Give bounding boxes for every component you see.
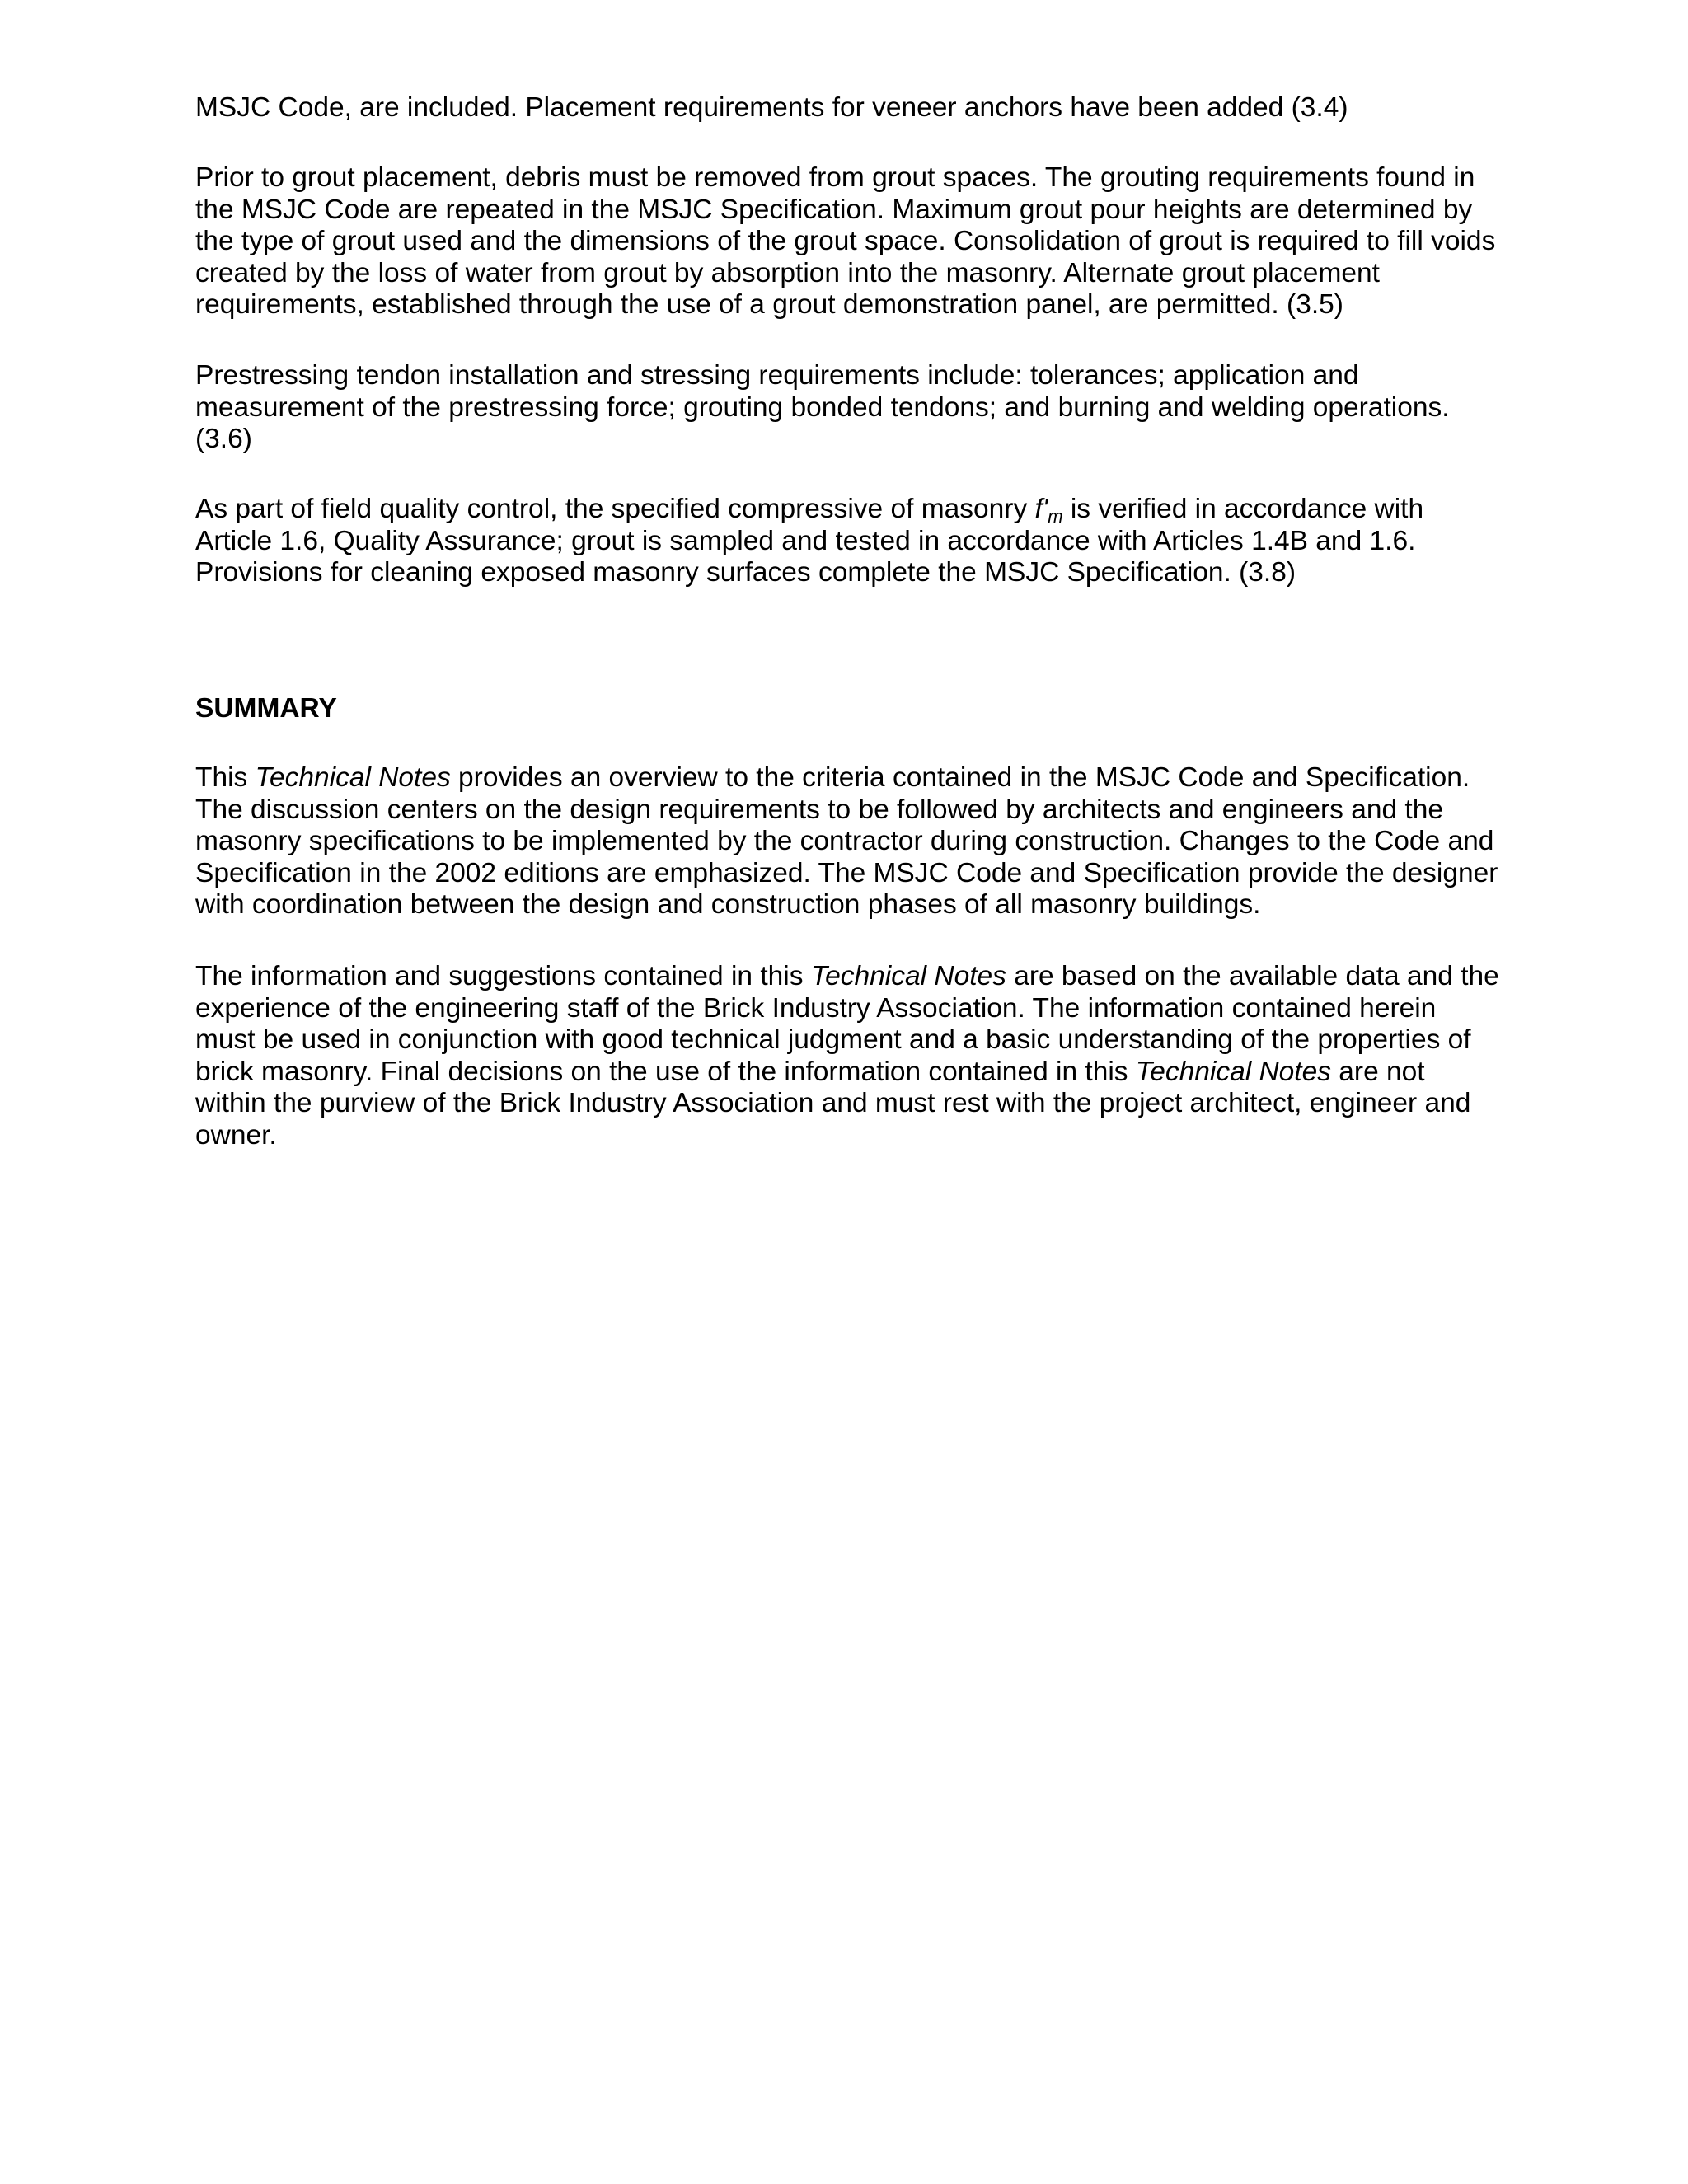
text-fragment: As part of field quality control, the specified compressive of masonry bbox=[195, 494, 1035, 524]
fm-subscript-text: m bbox=[1048, 506, 1063, 527]
text-fragment: This bbox=[195, 762, 256, 793]
emphasis-technical-notes: Technical Notes bbox=[810, 961, 1006, 991]
text-fragment: provides an overview to the criteria contained in the MSJC Code and Specification. bbox=[450, 762, 1470, 793]
text-line: with coordination between the design and construction phases of all masonry buildings. bbox=[195, 889, 1261, 921]
paragraph-veneer-anchors bbox=[195, 92, 1510, 124]
text-line: (3.6) bbox=[195, 424, 252, 455]
text-line bbox=[195, 494, 1510, 526]
text-line: experience of the engineering staff of the Brick Industry Association. The information contained herein bbox=[195, 992, 1437, 1024]
text-fragment: The information and suggestions contained in this bbox=[195, 961, 811, 991]
paragraph-disclaimer bbox=[195, 961, 1510, 1152]
text-line: Prestressing tendon installation and stressing requirements include: tolerances; application and bbox=[195, 360, 1359, 391]
text-line: created by the loss of water from grout by absorption into the masonry. Alternate grout placement bbox=[195, 257, 1380, 288]
text-line: MSJC Code, are included. Placement requirements for veneer anchors have been added (3.4) bbox=[195, 92, 1348, 123]
text-line: the MSJC Code are repeated in the MSJC Specification. Maximum grout pour heights are determined by bbox=[195, 194, 1473, 225]
emphasis-technical-notes: Technical Notes bbox=[1135, 1056, 1331, 1087]
text-line: Prior to grout placement, debris must be removed from grout spaces. The grouting requirements found in bbox=[195, 162, 1475, 193]
text-line: Provisions for cleaning exposed masonry surfaces complete the MSJC Specification. (3.8) bbox=[195, 557, 1296, 588]
paragraph-quality-control bbox=[195, 494, 1510, 589]
summary-heading: SUMMARY bbox=[195, 693, 337, 724]
text-fragment: are not bbox=[1330, 1056, 1425, 1087]
text-line bbox=[195, 1057, 1510, 1089]
fm-symbol: f' bbox=[1034, 494, 1048, 524]
paragraph-grout-placement bbox=[195, 162, 1510, 321]
paragraph-prestressing bbox=[195, 360, 1510, 456]
paragraph-summary-overview bbox=[195, 762, 1510, 921]
text-line: must be used in conjunction with good technical judgment and a basic understanding of the properties of bbox=[195, 1024, 1471, 1056]
text-fragment: are based on the available data and the bbox=[1006, 961, 1499, 991]
text-line: requirements, established through the use of a grout demonstration panel, are permitted. (3.5) bbox=[195, 289, 1343, 321]
text-line: The discussion centers on the design requirements to be followed by architects and engineers and the bbox=[195, 794, 1443, 825]
text-line: Specification in the 2002 editions are emphasized. The MSJC Code and Specification provide the designer bbox=[195, 857, 1498, 888]
text-line bbox=[195, 961, 1510, 993]
text-line: Article 1.6, Quality Assurance; grout is sampled and tested in accordance with Articles 1.4B and 1.6. bbox=[195, 525, 1416, 556]
text-line: measurement of the prestressing force; grouting bonded tendons; and burning and welding operations. bbox=[195, 391, 1450, 423]
text-fragment: brick masonry. Final decisions on the use of the information contained in this bbox=[195, 1056, 1136, 1087]
text-line: owner. bbox=[195, 1119, 277, 1151]
text-line: masonry specifications to be implemented by the contractor during construction. Changes to the Code and bbox=[195, 826, 1494, 857]
text-line: the type of grout used and the dimensions of the grout space. Consolidation of grout is required to fill voids bbox=[195, 226, 1496, 257]
emphasis-technical-notes: Technical Notes bbox=[255, 762, 451, 793]
text-fragment: is verified in accordance with bbox=[1062, 494, 1424, 524]
fm-subscript bbox=[1048, 506, 1062, 527]
text-line: within the purview of the Brick Industry Association and must rest with the project architect, engineer and bbox=[195, 1088, 1471, 1119]
text-line bbox=[195, 762, 1510, 794]
